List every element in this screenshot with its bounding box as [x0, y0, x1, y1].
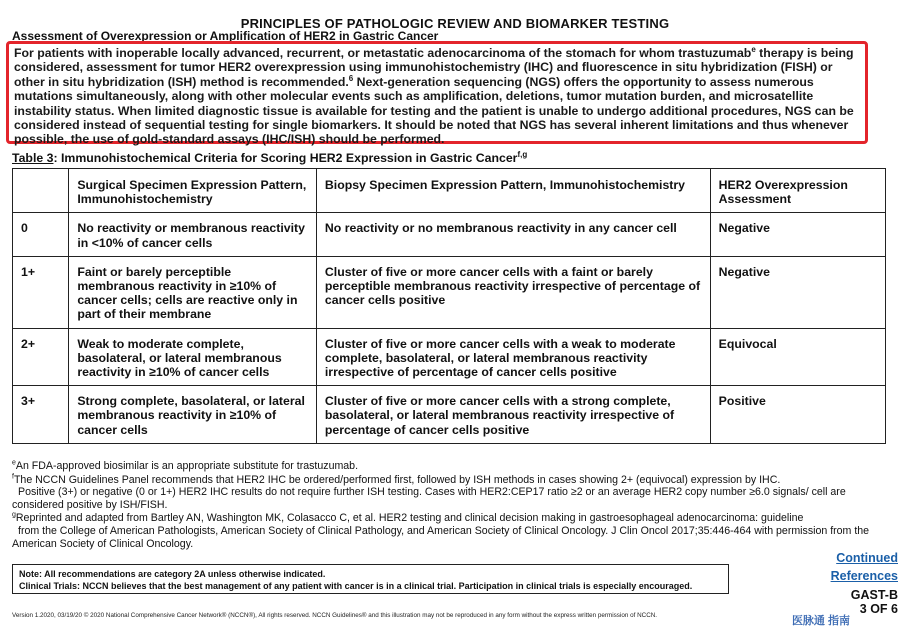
nav-links [831, 549, 898, 585]
page-code: GAST-B [850, 588, 898, 602]
table-caption-label: Table 3 [12, 151, 54, 165]
footnote-mark-f: f [12, 473, 14, 481]
footnote-f [12, 474, 892, 512]
note-category: Note: All recommendations are category 2A unless otherwise indicated. [19, 569, 326, 579]
header-biopsy: Biopsy Specimen Expression Pattern, Immunohistochemistry [316, 169, 710, 213]
cell-score: 1+ [13, 256, 69, 328]
references-link[interactable]: References [830, 569, 898, 583]
header-surgical: Surgical Specimen Expression Pattern, Immunohistochemistry [69, 169, 317, 213]
cell-biopsy: Cluster of five or more cancer cells with a strong complete, basolateral, or lateral membranous reactivity irrespective of percentage of cancer cells positive [316, 386, 710, 444]
table-header-row [13, 169, 886, 213]
cell-surgical: Weak to moderate complete, basolateral, or lateral membranous reactivity in ≥10% of cancer cells [69, 328, 317, 386]
cell-score: 2+ [13, 328, 69, 386]
footnote-mark-g: g [12, 511, 16, 519]
cell-assessment: Positive [710, 386, 885, 444]
reference-6: 6 [348, 73, 354, 83]
table-caption-text: : Immunohistochemical Criteria for Scoring HER2 Expression in Gastric Cancer [53, 151, 518, 165]
cell-surgical: Strong complete, basolateral, or lateral membranous reactivity in ≥10% of cancer cells [69, 386, 317, 444]
header-score [13, 169, 69, 213]
page-title: PRINCIPLES OF PATHOLOGIC REVIEW AND BIOMARKER TESTING [240, 16, 670, 31]
cell-surgical: Faint or barely perceptible membranous reactivity in ≥10% of cancer cells; cells are reactive only in part of their membrane [69, 256, 317, 328]
cell-assessment: Equivocal [710, 328, 885, 386]
table-caption [12, 151, 527, 165]
table-row [13, 256, 886, 328]
cell-assessment: Negative [710, 256, 885, 328]
footnote-ref-e: e [751, 44, 756, 54]
cell-biopsy: No reactivity or no membranous reactivity in any cancer cell [316, 213, 710, 256]
footnote-g-text-1: Reprinted and adapted from Bartley AN, Washington MK, Colasacco C, et al. HER2 testing and clinical decision making in gastroesophageal adenocarcinoma: guideline [15, 512, 804, 525]
footnote-f-text-1: The NCCN Guidelines Panel recommends that HER2 IHC be ordered/performed first, followed by ISH methods in cases showing 2+ (equivocal) expression by IHC. [13, 473, 781, 486]
cell-biopsy: Cluster of five or more cancer cells with a faint or barely perceptible membranous reactivity irrespective of percentage of cancer cells positive [316, 256, 710, 328]
footnote-e [12, 460, 892, 473]
footnotes [12, 460, 892, 551]
paragraph-part-2: therapy is being considered, assessment for tumor HER2 overexpression using immunohistochemistry (IHC) and fluorescence in situ hybridization (FISH) or other in situ hybridization (ISH) method is recommended. [14, 46, 854, 89]
header-assessment: HER2 Overexpression Assessment [710, 169, 885, 213]
continued-link[interactable]: Continued [836, 551, 898, 565]
cell-biopsy: Cluster of five or more cancer cells with a weak to moderate complete, basolateral, or lateral membranous reactivity irrespective of percentage of cancer cells positive [316, 328, 710, 386]
page-number: 3 OF 6 [859, 602, 898, 616]
paragraph-part-3: Next-generation sequencing (NGS) offers the opportunity to assess numerous mutations simultaneously, along with other molecular events such as amplification, deletions, tumor mutation burden, and microsatellite instability status. When limited diagnostic tissue is available for testing and the patient is unable to undergo additional procedures, NGS can be considered instead of sequential testing for single biomarkers. It should be noted that NGS has several inherent limitations and thus whenever possible, the use of gold-standard assays (IHC/ISH) should be performed. [14, 74, 854, 147]
table-row [13, 386, 886, 444]
cell-score: 3+ [13, 386, 69, 444]
page-indicator [851, 588, 898, 616]
table-row [13, 213, 886, 256]
footnote-e-text: An FDA-approved biosimilar is an appropriate substitute for trastuzumab. [15, 460, 359, 472]
cell-score: 0 [13, 213, 69, 256]
section-heading: Assessment of Overexpression or Amplification of HER2 in Gastric Cancer [12, 29, 439, 43]
footnote-f-text-2: Positive (3+) or negative (0 or 1+) HER2 IHC results do not require further ISH testing. Cases with HER2:CEP17 ratio ≥2 or an average HER2 copy number ≥6.0 signals/ cell are considered positive by ISH/FISH. [12, 486, 846, 511]
watermark-logo: 医脉通 指南 [791, 615, 850, 627]
note-box [12, 564, 729, 594]
footnote-g [12, 512, 892, 550]
paragraph-part-1: For patients with inoperable locally advanced, recurrent, or metastatic adenocarcinoma of the stomach for whom trastuzumab [14, 46, 752, 60]
table-row [13, 328, 886, 386]
table-caption-footnotes: f,g [517, 149, 528, 159]
her2-criteria-table [12, 168, 886, 444]
highlighted-paragraph [6, 41, 868, 147]
version-footer: Version 1.2020, 03/19/20 © 2020 National Comprehensive Cancer Network® (NCCN®), All rights reserved. NCCN Guidelines® and this illustration may not be reproduced in any form without the express written permission of NCCN. [12, 612, 658, 619]
cell-surgical: No reactivity or membranous reactivity in <10% of cancer cells [69, 213, 317, 256]
note-clinical-trials: Clinical Trials: NCCN believes that the best management of any patient with cancer is in a clinical trial. Participation in clinical trials is especially encouraged. [19, 581, 693, 591]
cell-assessment: Negative [710, 213, 885, 256]
footnote-g-text-2: from the College of American Pathologists, American Society of Clinical Pathology, and American Society of Clinical Oncology. J Clin Oncol 2017;35:446-464 with permission from the American Society of Clinical Oncology. [12, 524, 870, 550]
footnote-mark-e: e [12, 459, 16, 467]
